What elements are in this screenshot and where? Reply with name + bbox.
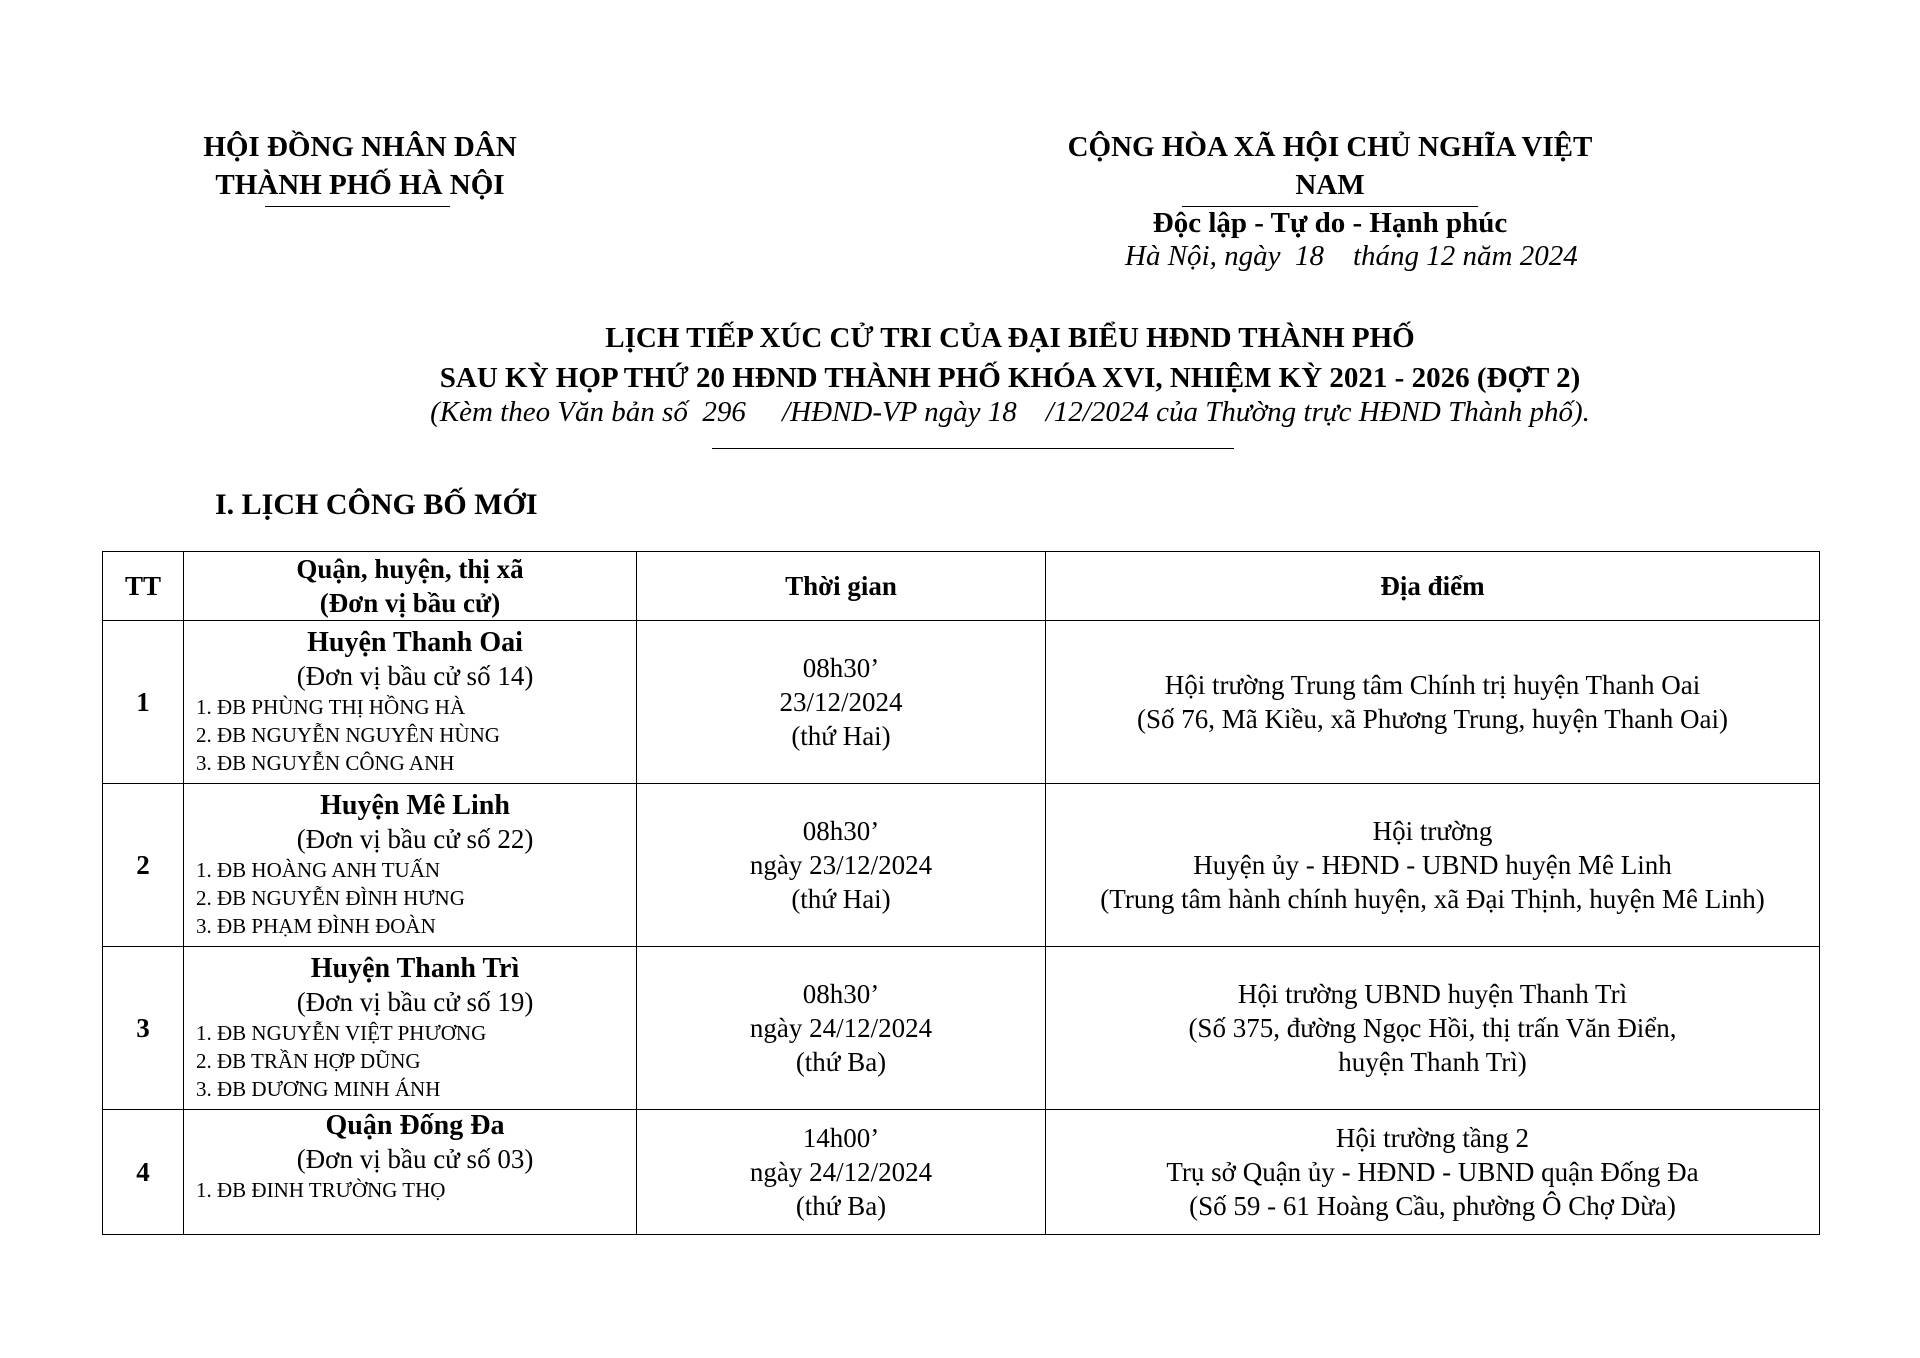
table-header-row xyxy=(103,552,1820,621)
place-line: Hội trường tầng 2 xyxy=(1335,1123,1530,1153)
place-line: Huyện ủy - HĐND - UBND huyện Mê Linh xyxy=(1193,850,1672,880)
place-line: (Số 59 - 61 Hoàng Cầu, phường Ô Chợ Dừa) xyxy=(1189,1191,1676,1221)
unit-name: Huyện Mê Linh xyxy=(320,790,510,821)
title-line-1: LỊCH TIẾP XÚC CỬ TRI CỦA ĐẠI BIỂU HĐND THÀNH PHỐ xyxy=(605,322,1415,354)
delegate: 3. ĐB NGUYỄN CÔNG ANH xyxy=(196,751,455,775)
time-hour: 08h30’ xyxy=(802,979,880,1009)
row-time xyxy=(637,784,1046,947)
place-line: Trụ sở Quận ủy - HĐND - UBND quận Đống Đa xyxy=(1166,1157,1699,1187)
unit-name: Quận Đống Đa xyxy=(325,1110,505,1141)
time-date: ngày 23/12/2024 xyxy=(749,850,933,880)
delegate: 1. ĐB ĐINH TRƯỜNG THỌ xyxy=(196,1178,446,1202)
place-line: Hội trường Trung tâm Chính trị huyện Thanh Oai xyxy=(1164,670,1701,700)
delegate: 3. ĐB PHẠM ĐÌNH ĐOÀN xyxy=(196,914,436,938)
unit-code: (Đơn vị bầu cử số 03) xyxy=(296,1144,534,1174)
issuer-line-2: THÀNH PHỐ HÀ NỘI xyxy=(215,169,505,201)
place-line: (Trung tâm hành chính huyện, xã Đại Thịnh, huyện Mê Linh) xyxy=(1100,884,1765,914)
delegate: 1. ĐB HOÀNG ANH TUẤN xyxy=(196,858,441,882)
row-number: 4 xyxy=(103,1110,184,1235)
time-hour: 08h30’ xyxy=(802,816,880,846)
place-line: Hội trường xyxy=(1372,816,1493,846)
unit-name: Huyện Thanh Trì xyxy=(310,953,520,984)
table-row xyxy=(103,784,1820,947)
row-number: 2 xyxy=(103,784,184,947)
row-place xyxy=(1046,1110,1820,1235)
time-hour: 14h00’ xyxy=(802,1123,880,1153)
header-time: Thời gian xyxy=(637,552,1046,621)
delegate: 1. ĐB PHÙNG THỊ HỒNG HÀ xyxy=(196,695,466,719)
document-subtitle: (Kèm theo Văn bản số 296 /HĐND-VP ngày 18 /12/2024 của Thường trực HĐND Thành phố). xyxy=(430,396,1590,428)
time-date: ngày 24/12/2024 xyxy=(749,1013,933,1043)
row-place xyxy=(1046,784,1820,947)
table-row xyxy=(103,621,1820,784)
table-row xyxy=(103,947,1820,1110)
issue-date: Hà Nội, ngày 18 tháng 12 năm 2024 xyxy=(1125,240,1578,272)
row-number: 3 xyxy=(103,947,184,1110)
header-unit-line-2: (Đơn vị bầu cử) xyxy=(319,588,501,618)
country-name: CỘNG HÒA XÃ HỘI CHỦ NGHĨA VIỆT NAM xyxy=(1067,131,1593,201)
row-unit xyxy=(184,1110,637,1235)
delegate: 1. ĐB NGUYỄN VIỆT PHƯƠNG xyxy=(196,1021,487,1045)
row-unit xyxy=(184,621,637,784)
row-time xyxy=(637,621,1046,784)
delegate: 2. ĐB TRẦN HỢP DŨNG xyxy=(196,1049,421,1073)
row-time xyxy=(637,1110,1046,1235)
row-place xyxy=(1046,947,1820,1110)
title-underline xyxy=(712,448,1234,449)
header-tt: TT xyxy=(103,552,184,621)
row-time xyxy=(637,947,1046,1110)
delegate: 2. ĐB NGUYỄN ĐÌNH HƯNG xyxy=(196,886,465,910)
row-unit xyxy=(184,784,637,947)
time-date: 23/12/2024 xyxy=(779,687,903,717)
delegate: 3. ĐB DƯƠNG MINH ÁNH xyxy=(196,1077,441,1101)
time-weekday: (thứ Hai) xyxy=(791,721,891,751)
time-weekday: (thứ Ba) xyxy=(795,1191,887,1221)
unit-code: (Đơn vị bầu cử số 19) xyxy=(296,987,534,1017)
document-title xyxy=(300,318,1720,398)
table-row xyxy=(103,1110,1820,1235)
place-line: (Số 76, Mã Kiều, xã Phương Trung, huyện Thanh Oai) xyxy=(1137,704,1728,734)
time-hour: 08h30’ xyxy=(802,653,880,683)
schedule-table xyxy=(102,551,1820,1235)
header-unit-line-1: Quận, huyện, thị xã xyxy=(296,554,524,584)
delegate: 2. ĐB NGUYỄN NGUYÊN HÙNG xyxy=(196,723,500,747)
row-place xyxy=(1046,621,1820,784)
row-number: 1 xyxy=(103,621,184,784)
header-unit xyxy=(184,552,637,621)
unit-code: (Đơn vị bầu cử số 14) xyxy=(296,661,534,691)
place-line: (Số 375, đường Ngọc Hồi, thị trấn Văn Điển, xyxy=(1188,1013,1677,1043)
issuer-block xyxy=(140,128,580,204)
title-line-2: SAU KỲ HỌP THỨ 20 HĐND THÀNH PHỐ KHÓA XVI, NHIỆM KỲ 2021 - 2026 (ĐỢT 2) xyxy=(439,362,1581,394)
place-line: Hội trường UBND huyện Thanh Trì xyxy=(1237,979,1628,1009)
section-title: I. LỊCH CÔNG BỐ MỚI xyxy=(215,488,538,521)
issuer-underline xyxy=(265,206,450,207)
motto-underline xyxy=(1182,206,1478,207)
unit-code: (Đơn vị bầu cử số 22) xyxy=(296,824,534,854)
place-line: huyện Thanh Trì) xyxy=(1338,1047,1527,1077)
unit-name: Huyện Thanh Oai xyxy=(307,627,523,658)
time-date: ngày 24/12/2024 xyxy=(749,1157,933,1187)
issuer-line-1: HỘI ĐỒNG NHÂN DÂN xyxy=(203,131,517,163)
header-place: Địa điểm xyxy=(1046,552,1820,621)
time-weekday: (thứ Ba) xyxy=(795,1047,887,1077)
motto: Độc lập - Tự do - Hạnh phúc xyxy=(1152,207,1508,239)
time-weekday: (thứ Hai) xyxy=(791,884,891,914)
national-motto-block xyxy=(1030,128,1630,242)
row-unit xyxy=(184,947,637,1110)
